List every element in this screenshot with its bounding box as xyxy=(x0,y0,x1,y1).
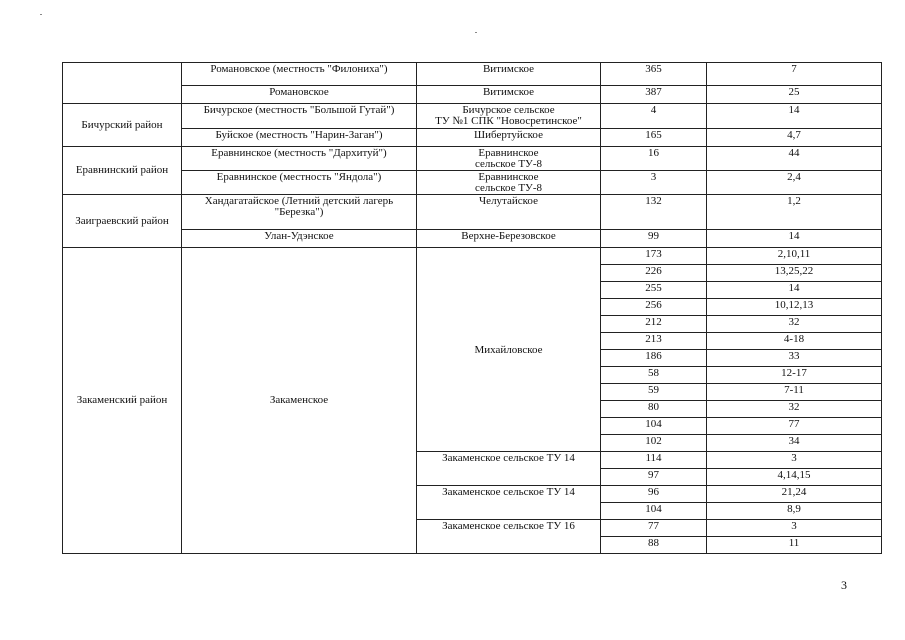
settlement-cell xyxy=(182,195,417,230)
source-cell-text: Шибертуйское xyxy=(474,129,543,141)
settlement-cell-text: Еравнинское (местность "Яндола") xyxy=(216,171,382,183)
value-cell xyxy=(707,86,882,104)
number-cell xyxy=(601,367,707,384)
page-number: 3 xyxy=(841,578,847,592)
number-cell-text: 59 xyxy=(648,384,659,396)
value-cell xyxy=(707,350,882,367)
value-cell-text: 11 xyxy=(788,537,800,549)
district-cell xyxy=(63,195,182,248)
value-cell-text: 3 xyxy=(791,452,797,464)
number-cell-text: 99 xyxy=(648,230,659,242)
source-cell-text: Верхне-Березовское xyxy=(461,230,556,242)
number-cell xyxy=(601,86,707,104)
table-row xyxy=(63,129,882,147)
number-cell xyxy=(601,333,707,350)
source-cell-text: Челутайское xyxy=(479,195,538,207)
value-cell xyxy=(707,503,882,520)
number-cell xyxy=(601,63,707,86)
settlement-cell-text: Романовское (местность "Филониха") xyxy=(210,63,388,75)
source-cell xyxy=(417,171,601,195)
number-cell xyxy=(601,350,707,367)
number-cell-text: 255 xyxy=(645,282,662,294)
source-cell-text: Закаменское сельское ТУ 14 xyxy=(442,486,575,498)
number-cell-text: 97 xyxy=(648,469,659,481)
value-cell-text: 77 xyxy=(788,418,800,430)
value-cell-text: 21,24 xyxy=(781,486,807,498)
value-cell xyxy=(707,401,882,418)
source-cell xyxy=(417,230,601,248)
value-cell xyxy=(707,486,882,503)
value-cell xyxy=(707,147,882,171)
value-cell xyxy=(707,333,882,350)
source-cell xyxy=(417,104,601,129)
settlement-cell-text: Еравнинское (местность "Дархитуй") xyxy=(211,147,387,159)
district-cell-text: Закаменский район xyxy=(76,394,168,406)
table-row xyxy=(63,171,882,195)
district-cell-text: Бичурский район xyxy=(81,118,163,131)
table-row xyxy=(63,147,882,171)
value-cell-text: 13,25,22 xyxy=(774,265,814,277)
value-cell xyxy=(707,537,882,554)
settlement-cell-text: Бичурское (местность "Большой Гутай") xyxy=(203,104,395,116)
number-cell xyxy=(601,469,707,486)
value-cell-text: 32 xyxy=(788,316,800,328)
settlement-cell xyxy=(182,171,417,195)
value-cell-text: 14 xyxy=(788,230,800,242)
value-cell xyxy=(707,63,882,86)
number-cell-text: 80 xyxy=(648,401,659,413)
source-cell xyxy=(417,520,601,554)
number-cell-text: 77 xyxy=(648,520,659,532)
number-cell-text: 4 xyxy=(650,104,657,116)
number-cell-text: 88 xyxy=(648,537,659,549)
value-cell xyxy=(707,452,882,469)
number-cell-text: 365 xyxy=(645,63,662,75)
value-cell-text: 8,9 xyxy=(787,503,801,515)
source-cell xyxy=(417,248,601,452)
number-cell xyxy=(601,316,707,333)
value-cell xyxy=(707,469,882,486)
source-cell-text: сельское ТУ-8 xyxy=(474,182,542,194)
number-cell-text: 213 xyxy=(645,333,662,345)
source-cell xyxy=(417,452,601,486)
value-cell-text: 44 xyxy=(788,147,800,159)
number-cell xyxy=(601,520,707,537)
value-cell-text: 4,7 xyxy=(787,129,801,141)
number-cell-text: 114 xyxy=(645,452,662,464)
number-cell xyxy=(601,195,707,230)
source-cell-text: Закаменское сельское ТУ 16 xyxy=(442,520,575,532)
source-cell-text: Михайловское xyxy=(474,343,543,356)
value-cell xyxy=(707,367,882,384)
settlement-cell xyxy=(182,104,417,129)
source-cell-text: Закаменское сельское ТУ 14 xyxy=(442,452,575,464)
table-row xyxy=(63,104,882,129)
number-cell xyxy=(601,230,707,248)
source-cell-text: сельское ТУ-8 xyxy=(474,158,542,170)
table-row xyxy=(63,63,882,86)
value-cell-text: 1,2 xyxy=(787,195,801,207)
value-cell xyxy=(707,230,882,248)
settlement-cell xyxy=(182,147,417,171)
value-cell-text: 25 xyxy=(788,86,800,98)
number-cell xyxy=(601,384,707,401)
number-cell xyxy=(601,129,707,147)
value-cell xyxy=(707,418,882,435)
value-cell xyxy=(707,316,882,333)
source-cell xyxy=(417,147,601,171)
value-cell-text: 32 xyxy=(788,401,800,413)
value-cell xyxy=(707,129,882,147)
value-cell xyxy=(707,384,882,401)
value-cell-text: 33 xyxy=(788,350,800,362)
settlement-cell xyxy=(182,86,417,104)
value-cell xyxy=(707,520,882,537)
table-body xyxy=(63,63,882,554)
source-cell xyxy=(417,129,601,147)
number-cell-text: 387 xyxy=(645,86,662,98)
number-cell-text: 165 xyxy=(645,129,662,141)
number-cell xyxy=(601,435,707,452)
source-cell-text: Витимское xyxy=(482,63,535,75)
table-row xyxy=(63,230,882,248)
source-cell xyxy=(417,86,601,104)
source-cell-text: Еравнинское xyxy=(478,147,539,159)
number-cell xyxy=(601,418,707,435)
value-cell-text: 34 xyxy=(788,435,800,447)
value-cell xyxy=(707,265,882,282)
value-cell xyxy=(707,435,882,452)
value-cell-text: 7 xyxy=(791,63,797,75)
value-cell xyxy=(707,282,882,299)
value-cell xyxy=(707,195,882,230)
number-cell-text: 58 xyxy=(648,367,659,379)
source-cell xyxy=(417,486,601,520)
document-table xyxy=(62,62,882,554)
number-cell-text: 226 xyxy=(645,265,662,277)
number-cell xyxy=(601,147,707,171)
district-cell-text: Еравнинский район xyxy=(75,164,169,176)
number-cell xyxy=(601,486,707,503)
settlement-cell xyxy=(182,63,417,86)
value-cell-text: 2,10,11 xyxy=(777,248,811,260)
number-cell xyxy=(601,503,707,520)
number-cell-text: 256 xyxy=(645,299,662,311)
value-cell-text: 14 xyxy=(788,104,800,116)
source-cell-text: Витимское xyxy=(482,86,535,98)
value-cell-text: 4-18 xyxy=(783,333,805,345)
table-row xyxy=(63,195,882,230)
number-cell-text: 104 xyxy=(645,503,662,515)
table-row xyxy=(63,86,882,104)
table-row xyxy=(63,248,882,265)
district-cell xyxy=(63,63,182,104)
value-cell-text: 14 xyxy=(788,282,800,294)
district-cell xyxy=(63,248,182,554)
value-cell-text: 2,4 xyxy=(787,171,801,183)
settlement-cell xyxy=(182,230,417,248)
number-cell-text: 186 xyxy=(645,350,662,362)
number-cell xyxy=(601,299,707,316)
number-cell xyxy=(601,401,707,418)
scan-speck xyxy=(475,32,477,33)
number-cell-text: 104 xyxy=(645,418,662,430)
number-cell xyxy=(601,104,707,129)
number-cell xyxy=(601,537,707,554)
source-cell-text: Еравнинское xyxy=(478,171,539,183)
settlement-cell-text: Закаменское xyxy=(269,394,329,406)
settlement-cell-text: Улан-Удэнское xyxy=(264,230,334,242)
number-cell xyxy=(601,171,707,195)
settlement-cell xyxy=(182,248,417,554)
settlement-cell-text: Буйское (местность "Нарин-Заган") xyxy=(215,129,383,141)
value-cell xyxy=(707,171,882,195)
number-cell-text: 132 xyxy=(645,195,662,207)
number-cell-text: 102 xyxy=(645,435,662,447)
source-cell xyxy=(417,63,601,86)
value-cell-text: 12-17 xyxy=(781,367,807,379)
settlement-cell-text: "Березка") xyxy=(274,206,324,218)
settlement-cell-text: Хандагатайское (Летний детский лагерь xyxy=(204,195,394,207)
settlement-cell xyxy=(182,129,417,147)
number-cell-text: 96 xyxy=(648,486,659,498)
district-cell xyxy=(63,104,182,147)
scan-speck xyxy=(40,14,42,15)
number-cell xyxy=(601,452,707,469)
value-cell xyxy=(707,104,882,129)
number-cell xyxy=(601,265,707,282)
number-cell xyxy=(601,248,707,265)
value-cell xyxy=(707,248,882,265)
number-cell xyxy=(601,282,707,299)
value-cell xyxy=(707,299,882,316)
source-cell-text: ТУ №1 СПК "Новосретинское" xyxy=(435,115,582,127)
value-cell-text: 10,12,13 xyxy=(774,299,814,311)
settlement-cell-text: Романовское xyxy=(269,86,329,98)
district-cell xyxy=(63,147,182,195)
number-cell-text: 212 xyxy=(645,316,662,328)
number-cell-text: 3 xyxy=(650,171,657,183)
value-cell-text: 7-11 xyxy=(784,384,804,396)
value-cell-text: 3 xyxy=(791,520,797,532)
number-cell-text: 16 xyxy=(648,147,659,159)
value-cell-text: 4,14,15 xyxy=(777,469,811,481)
district-cell-text: Заиграевский район xyxy=(75,214,169,227)
number-cell-text: 173 xyxy=(645,248,662,260)
source-cell-text: Бичурское сельское xyxy=(462,104,555,116)
source-cell xyxy=(417,195,601,230)
